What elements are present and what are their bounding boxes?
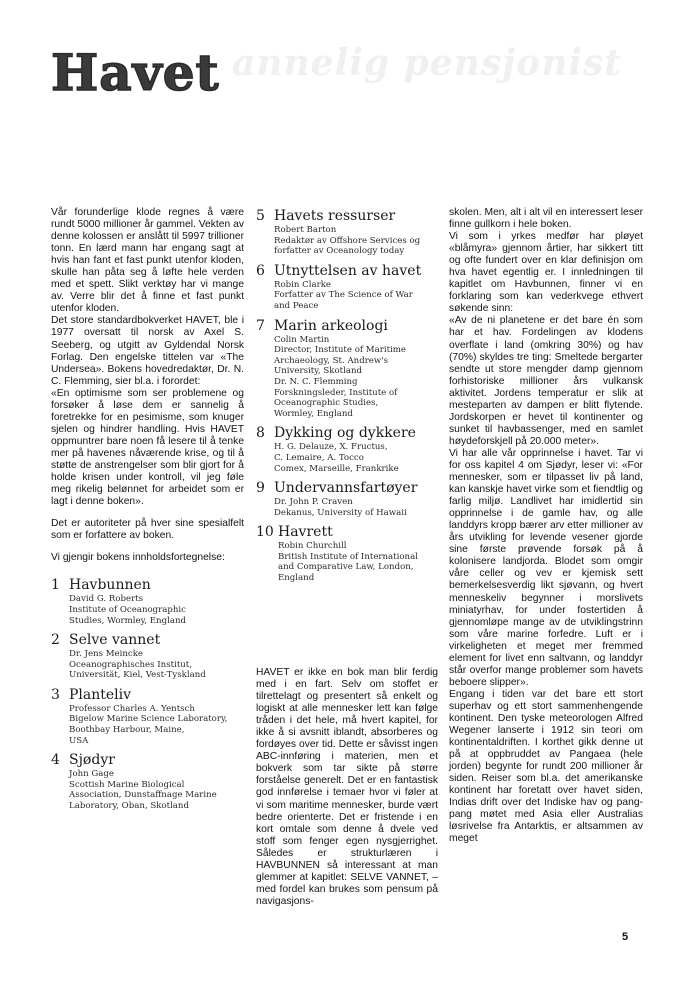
intro-paragraph-authors: Det er autoriteter på hver sine spesialfelt som er forfattere av boken. — [51, 518, 244, 542]
toc-chapter-title: Planteliv — [69, 686, 132, 703]
review-column — [256, 667, 438, 908]
toc-authors — [274, 335, 438, 420]
toc-number: 8 — [256, 425, 265, 442]
toc-entry-3 — [51, 686, 244, 746]
toc-author-line: Association, Dunstaffnage Marine — [69, 790, 217, 801]
toc-authors — [274, 280, 438, 312]
toc-author-line: Dr. N. C. Flemming — [274, 376, 358, 387]
intro-quote: «En optimisme som ser problemene og forsøker å løse dem er sannelig å foretrekke for en pesimisme, som knuger sjelen og hindrer handling. Hvis HAVET oppmuntrer bare noen få lesere til å tenke mer på havenes nåværende krise, og til å støtte de anstrengelser som blir gjort for å holde krisen under kontroll, vil jeg føle meg rikelig belønnet for arbeidet som er lagt i denne boken». — [51, 387, 244, 508]
continuation-paragraph-1: skolen. Men, alt i alt vil en interessert leser finne gullkorn i hele boken. — [449, 207, 644, 231]
toc-chapter-title: Utnyttelsen av havet — [274, 262, 422, 279]
toc-entry-7 — [256, 317, 438, 420]
toc-chapter-title: Dykking og dykkere — [274, 425, 416, 442]
toc-authors — [274, 497, 438, 518]
toc-column — [256, 207, 438, 589]
toc-author-line: Dr. Jens Meincke — [69, 649, 143, 660]
toc-number: 2 — [51, 632, 60, 649]
toc-authors — [274, 442, 438, 474]
toc-author-line: C. Lemaire, A. Tocco — [274, 452, 364, 463]
toc-author-line: Redaktør av Offshore Services og — [274, 235, 421, 246]
toc-author-line: and Comparative Law, London, — [278, 562, 414, 573]
toc-entry-1 — [51, 576, 244, 626]
toc-author-line: forfatter av Oceanology today — [274, 246, 405, 257]
toc-author-line: Director, Institute of Maritime — [274, 345, 407, 356]
toc-author-line: Laboratory, Oban, Skotland — [69, 801, 189, 812]
intro-paragraph-2: Det store standardbokverket HAVET, ble i 1977 oversatt til norsk av Axel S. Seeberg, og utgitt av Gyldendal Norsk Forlag. Den engelske tittelen var «The Undersea». Bokens hovedredaktør, Dr. N. C. Flemming, sier bl.a. i forordet: — [51, 315, 244, 387]
toc-author-line: Colin Martin — [274, 334, 330, 345]
toc-author-line: Institute of Oceanographic — [69, 604, 186, 615]
toc-number: 10 — [256, 524, 274, 541]
toc-author-line: Dr. John P. Craven — [274, 497, 353, 508]
toc-number: 5 — [256, 208, 265, 224]
toc-entry-6 — [256, 262, 438, 312]
toc-number: 6 — [256, 262, 265, 279]
toc-author-line: Forskningsleder, Institute of — [274, 387, 398, 398]
toc-author-line: Robin Clarke — [274, 279, 332, 290]
intro-column — [51, 207, 244, 817]
toc-author-line: Wormley, England — [274, 408, 353, 419]
toc-author-line: Universität, Kiel, Vest-Tyskland — [69, 670, 206, 681]
toc-entry-4 — [51, 751, 244, 811]
toc-authors — [274, 541, 438, 583]
toc-number: 7 — [256, 317, 265, 334]
page-number: 5 — [622, 931, 629, 943]
toc-chapter-title: Marin arkeologi — [274, 317, 388, 334]
toc-authors — [274, 225, 438, 257]
toc-entry-9 — [256, 479, 438, 518]
toc-author-line: Archaeology, St. Andrew's — [274, 355, 389, 366]
toc-author-line: Scottish Marine Biological — [69, 779, 185, 790]
toc-author-line: Oceanographic Studies, — [274, 398, 379, 409]
toc-entry-10 — [256, 523, 438, 583]
table-of-contents-left — [51, 576, 244, 811]
toc-chapter-title: Undervannsfartøyer — [274, 480, 418, 497]
toc-number: 4 — [51, 752, 60, 769]
toc-author-line: England — [278, 573, 315, 584]
toc-chapter-title: Havets ressurser — [274, 208, 396, 224]
toc-number: 1 — [51, 577, 60, 594]
continuation-paragraph-2: Vi som i yrkes medfør har pløyet «blåmyra» gjennom årtier, har sikkert titt og ofte fundert over en klar definisjon om hva havet egentlig er. I innledningen til kapitlet om Havbunnen, finner vi en forklaring som kan vederkvege ethvert søkende sinn: — [449, 231, 643, 315]
review-paragraph: HAVET er ikke en bok man blir ferdig med i en fart. Selv om stoffet er tilrettelagt og presentert så enkelt og logiskt at alle mennesker lett kan følge tråden i det hele, må hvert kapitel, for ikke å si avsnitt iblandt, absorberes og fordøyes over tid. Dette er såvisst ingen ABC-innføring i materien, men et bokverk som tar sikte på større forståelse generelt. Det er en fantastisk god innførelse i temaer hvor vi føler at vi som maritime mennesker, burde vært bedre orienterte. Det er fristende i en kort omtale som denne å dvele ved stoff som fenger egen nysgjerrighet. Således er strukturlæren i HAVBUNNEN så interessant at man glemmer at kapitlet: SELVE VANNET, – med fordel kan brukes som pensum på navigasjons- — [256, 667, 438, 907]
toc-author-line: John Gage — [69, 769, 114, 780]
toc-author-line: Comex, Marseille, Frankrike — [274, 463, 399, 474]
continuation-column — [449, 207, 643, 845]
toc-chapter-title: Selve vannet — [69, 632, 161, 649]
toc-author-line: Studies, Wormley, England — [69, 615, 186, 626]
toc-author-line: H. G. Delauze, X. Fructus, — [274, 442, 388, 453]
toc-author-line: Robin Churchill — [278, 541, 347, 552]
continuation-paragraph-5: Engang i tiden var det bare ett stort superhav og ett stort sammenhengende kontinent. Den tyske meteorologen Alfred Wegener lanserte i 1912 sin teori om kontinentaldriften. I korthet gikk denne ut på at oppbruddet av Pangaea (hele jorden) begynte for rundt 200 millioner år siden. Reiser som bl.a. det amerikanske kontinent har foretatt over havet siden, Indias drift over det Indiske hav og pang-pang møtet med Asia eller Australias løsrivelse fra Antarktis, er altsammen av meget — [449, 688, 643, 845]
toc-chapter-title: Sjødyr — [69, 752, 115, 769]
toc-author-line: British Institute of International — [278, 551, 418, 562]
toc-intro: Vi gjengir bokens innholdsfortegnelse: — [51, 552, 225, 564]
intro-paragraph-1: Vår forunderlige klode regnes å være rundt 5000 millioner år gammel. Vekten av denne kolossen er anslått til 5997 trillioner tonn. En lærd mann har engang sagt at hvis han fant et fast punkt utenfor kloden, skulle han påta seg å løfte hele verden med et spett. Slikt verktøy har vi mange av. Verre blir det å finne et fast punkt utenfor kloden. — [51, 207, 244, 315]
continuation-paragraph-4: Vi har alle vår opprinnelse i havet. Tar vi for oss kapitel 4 om Sjødyr, leser vi: «For mennesker, som er tilpasset liv på land, kan kanskje havet virke som et fiendtlig og farlig miljø. Landlivet har imidlertid sin opprinnelse i de gamle hav, og alle landdyrs kropp bærer arv etter millioner av års utvikling for levende vesener gjorde sine første prøvende forsøk på å kolonisere landjorda. Blodet som omgir våre celler og vev er kjemisk sett bemerkelsesverdig likt sjøvann, og hvert menneskeliv begynner i morslivets miniatyrhav, for under fostertiden å gjennomløpe mange av de utviklingstrinn som våre marine forfedre. Luft er i virkeligheten et meget mer fremmed element for livet enn saltvann, og landdyr står overfor mange problemer som havets beboere slipper». — [449, 447, 643, 688]
toc-author-line: University, Skotland — [274, 366, 362, 377]
toc-author-line: USA — [69, 735, 89, 746]
toc-author-line: David G. Roberts — [69, 594, 144, 605]
background-faded-heading: annelig pensjonist — [232, 42, 622, 84]
toc-author-line: Oceanographisches Institut, — [69, 659, 192, 670]
table-of-contents-right — [256, 207, 438, 584]
toc-number: 9 — [256, 480, 265, 497]
toc-chapter-title: Havbunnen — [69, 577, 151, 594]
toc-authors — [69, 704, 244, 746]
toc-entry-2 — [51, 631, 244, 681]
toc-author-line: Bigelow Marine Science Laboratory, Boothbay Harbour, Maine, — [69, 714, 228, 736]
toc-authors — [69, 594, 244, 626]
continuation-quote-1: «Av de ni planetene er det bare én som har et hav. Fordelingen av klodens overflate i land (omkring 30%) og hav (70%) skyldes tre ting: Smeltede bergarter sendte ut store mengder damp gjennom forhistoriske millioner års vulkansk aktivitet. Jordens temperatur er slik at mesteparten av dampen er blitt flytende. Jordskorpen er hevet til kontinenter og sunket til havbassenger, med en samlet høydeforskjell på 20.000 meter». — [449, 315, 643, 447]
page-title: Havet — [51, 43, 220, 102]
toc-chapter-title: Havrett — [278, 524, 333, 541]
toc-authors — [69, 769, 244, 811]
toc-author-line: Robert Barton — [274, 225, 337, 235]
toc-entry-5 — [256, 207, 438, 257]
toc-authors — [69, 649, 244, 681]
toc-author-line: Dekanus, University of Hawaii — [274, 507, 407, 518]
toc-author-line: and Peace — [274, 300, 319, 311]
toc-number: 3 — [51, 686, 60, 703]
toc-entry-8 — [256, 424, 438, 474]
toc-author-line: Forfatter av The Science of War — [274, 290, 413, 301]
toc-author-line: Professor Charles A. Yentsch — [69, 703, 195, 714]
